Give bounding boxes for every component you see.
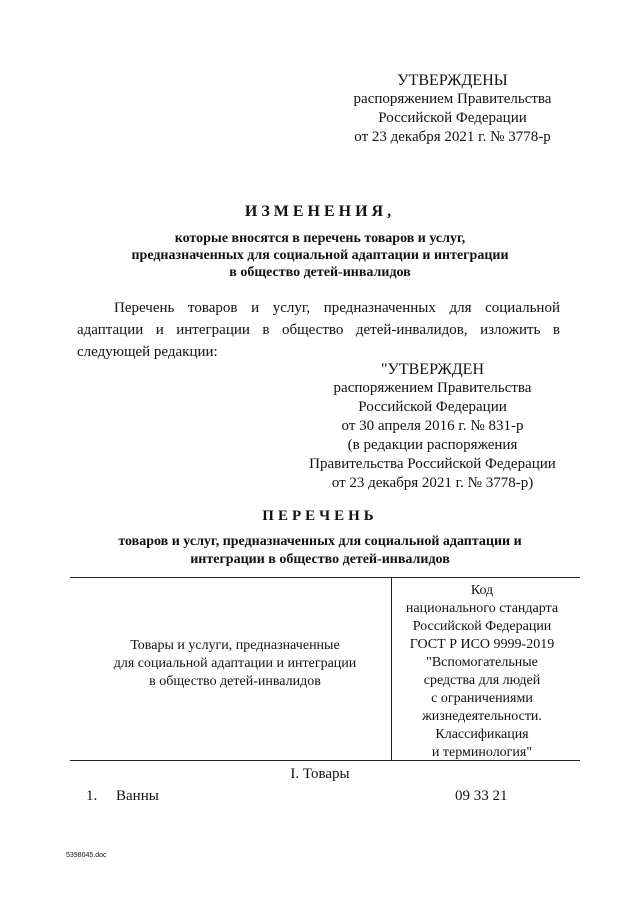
approval-line: распоряжением Правительства [353, 91, 552, 107]
table-top-rule [70, 577, 580, 578]
document-subtitle [100, 230, 540, 281]
header-line: с ограничениями [431, 691, 533, 706]
table-header-goods [80, 637, 390, 691]
approval2-line: "УТВЕРЖДЕН [381, 361, 484, 378]
approval2-line: от 23 декабря 2021 г. № 3778-р) [331, 475, 534, 491]
header-line: для социальной адаптации и интеграции [113, 656, 357, 671]
subtitle-line: в общество детей-инвалидов [229, 265, 411, 280]
header-line: Код [470, 583, 494, 598]
intro-paragraph [77, 297, 560, 363]
subtitle-line: которые вносятся в перечень товаров и услуг, [174, 231, 466, 246]
approval2-line: (в редакции распоряжения [347, 437, 518, 453]
table-row-number: 1. [86, 788, 98, 804]
list-subtitle-line: интеграции в общество детей-инвалидов [190, 552, 450, 567]
table-row-name: Ванны [116, 788, 159, 804]
header-line: в общество детей-инвалидов [149, 674, 321, 689]
header-line: средства для людей [423, 673, 541, 688]
subtitle-line: предназначенных для социальной адаптации и интеграции [131, 248, 509, 263]
table-row-code: 09 33 21 [455, 788, 508, 804]
list-title: ПЕРЕЧЕНЬ [262, 508, 378, 524]
list-subtitle-line: товаров и услуг, предназначенных для социальной адаптации и [118, 534, 522, 549]
approval-line: Российской Федерации [378, 110, 527, 126]
approval2-line: от 30 апреля 2016 г. № 831-р [341, 418, 524, 434]
header-line: Товары и услуги, предназначенные [130, 638, 340, 653]
intro-text: Перечень товаров и услуг, предназначенных для социальной адаптации и интеграции в общество детей-инвалидов, изложить в следующей редакции: [77, 300, 560, 360]
footer-filename: 5398045.doc [66, 852, 107, 859]
approval2-line: Правительства Российской Федерации [309, 456, 556, 472]
table-header-code [392, 582, 572, 762]
header-line: и терминология" [431, 745, 533, 760]
approval-line: УТВЕРЖДЕНЫ [397, 72, 508, 89]
table-section-title: I. Товары [290, 766, 350, 782]
header-line: Классификация [435, 727, 529, 742]
header-line: "Вспомогательные [426, 655, 538, 670]
approval-block-quoted [305, 360, 560, 493]
approval-block [345, 71, 560, 147]
header-line: ГОСТ Р ИСО 9999-2019 [409, 637, 555, 652]
header-line: жизнедеятельности. [422, 709, 542, 724]
header-line: национального стандарта [405, 601, 559, 616]
list-subtitle [90, 533, 550, 569]
approval2-line: Российской Федерации [358, 399, 507, 415]
document-title: ИЗМЕНЕНИЯ, [244, 203, 396, 220]
header-line: Российской Федерации [412, 619, 552, 634]
approval2-line: распоряжением Правительства [333, 380, 532, 396]
approval-line: от 23 декабря 2021 г. № 3778-р [354, 129, 551, 145]
